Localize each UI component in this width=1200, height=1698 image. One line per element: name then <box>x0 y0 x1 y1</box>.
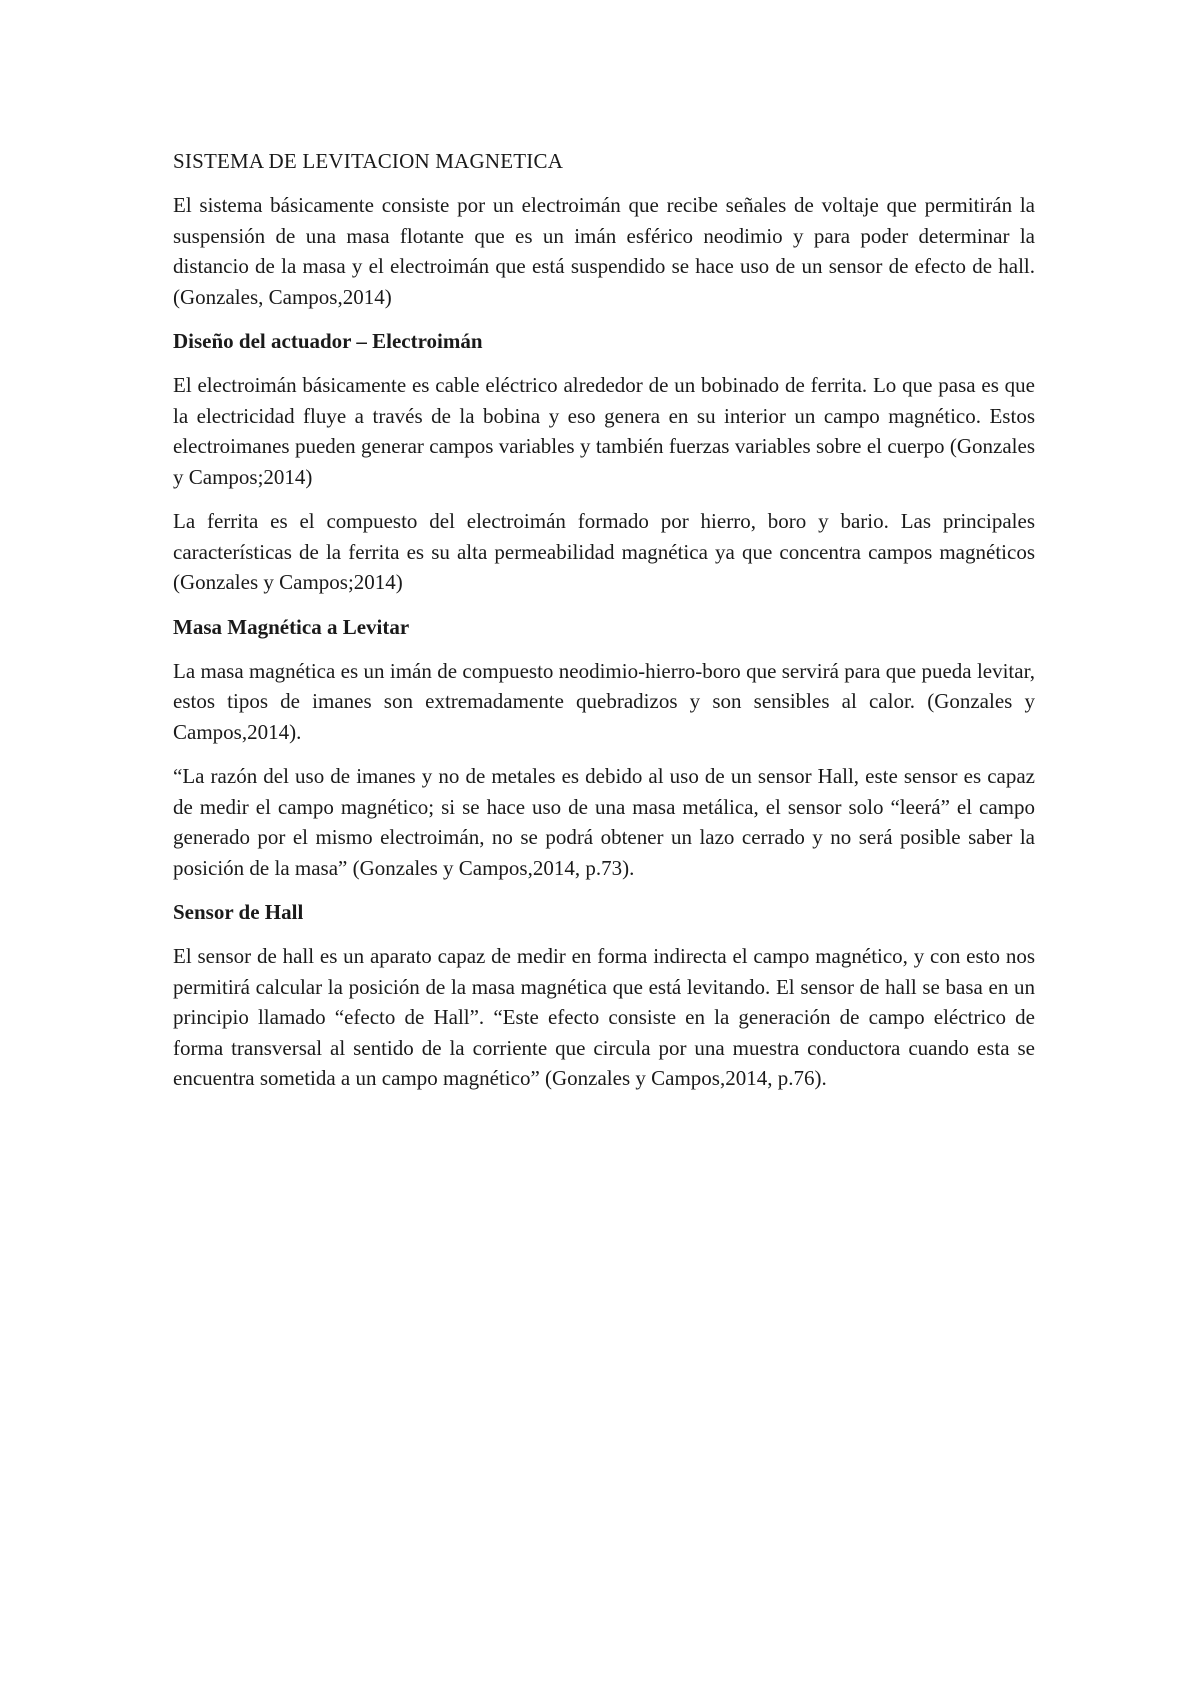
paragraph-ferrita: La ferrita es el compuesto del electroimán formado por hierro, boro y bario. Las principales características de la ferrita es su alta permeabilidad magnética ya que concentra campos magnéticos (Gonzales y Campos;2014) <box>173 509 1035 594</box>
section-heading-sensor: Sensor de Hall <box>173 900 304 924</box>
paragraph-quote-imanes: “La razón del uso de imanes y no de metales es debido al uso de un sensor Hall, este sensor es capaz de medir el campo magnético; si se hace uso de una masa metálica, el sensor solo “leerá” el campo generado por el mismo electroimán, no se podrá obtener un lazo cerrado y no será posible saber la posición de la masa” (Gonzales y Campos,2014, p.73). <box>173 764 1035 880</box>
paragraph-masa-magnetica: La masa magnética es un imán de compuesto neodimio-hierro-boro que servirá para que pueda levitar, estos tipos de imanes son extremadamente quebradizos y son sensibles al calor. (Gonzales y Campos,2014). <box>173 658 1035 744</box>
document-title: SISTEMA DE LEVITACION MAGNETICA <box>173 149 564 173</box>
section-heading-masa: Masa Magnética a Levitar <box>173 614 410 639</box>
section-heading-actuador: Diseño del actuador – Electroimán <box>173 329 483 353</box>
intro-paragraph: El sistema básicamente consiste por un electroimán que recibe señales de voltaje que permitirán la suspensión de una masa flotante que es un imán esférico neodimio y para poder determinar la distancio de la masa y el electroimán que está suspendido se hace uso de un sensor de efecto de hall. (Gonzales, Campos,2014) <box>173 193 1035 309</box>
paragraph-electroiman: El electroimán básicamente es cable eléctrico alrededor de un bobinado de ferrita. Lo que pasa es que la electricidad fluye a través de la bobina y eso genera en su interior un campo magnético. Estos electroimanes pueden generar campos variables y también fuerzas variables sobre el cuerpo (Gonzales y Campos;2014) <box>173 373 1035 489</box>
paragraph-sensor-hall: El sensor de hall es un aparato capaz de medir en forma indirecta el campo magnético, y con esto nos permitirá calcular la posición de la masa magnética que está levitando. El sensor de hall se basa en un principio llamado “efecto de Hall”. “Este efecto consiste en la generación de campo eléctrico de forma transversal al sentido de la corriente que circula por una muestra conductora cuando esta se encuentra sometida a un campo magnético” (Gonzales y Campos,2014, p.76). <box>173 944 1035 1090</box>
document-body <box>173 146 1035 1108</box>
